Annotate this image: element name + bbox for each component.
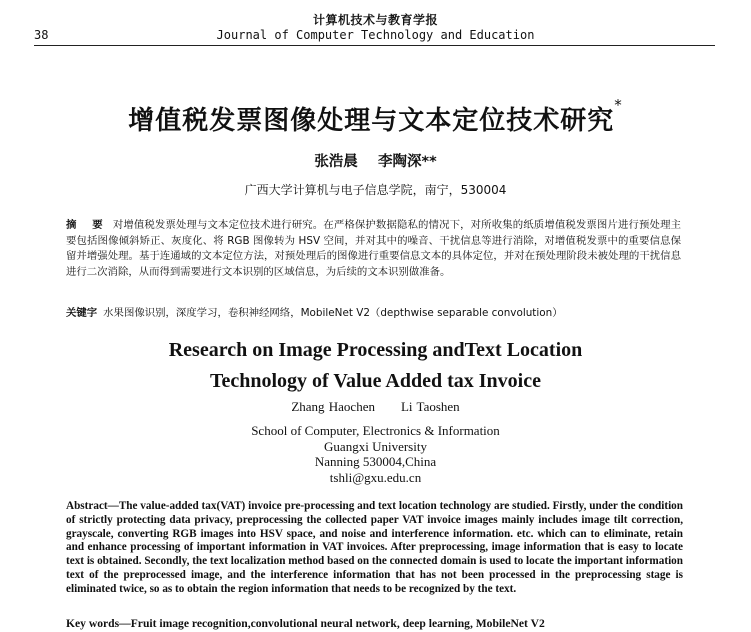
abstract-cn-label: 摘 要 xyxy=(66,219,109,231)
affiliation-en-line3: Nanning 530004,China xyxy=(314,454,437,469)
paper-title-en-line2: Technology of Value Added tax Invoice xyxy=(210,370,541,392)
author-1: Zhang Haochen xyxy=(291,399,375,414)
keywords-cn xyxy=(66,306,706,321)
authors-cn xyxy=(0,150,751,171)
authors-cn-text: 张浩晨 李陶深** xyxy=(314,154,437,170)
abstract-cn xyxy=(66,218,681,280)
author-2: Li Taoshen xyxy=(400,399,460,414)
paper-title-cn-text: 增值税发票图像处理与文本定位技术研究 xyxy=(128,106,615,136)
paper-title-en xyxy=(0,335,751,397)
page-number: 38 xyxy=(34,28,49,42)
journal-name-cn: 计算机技术与教育学报 xyxy=(312,13,438,27)
keywords-cn-text: 水果图像识别，深度学习，卷积神经网络，MobileNet V2（depthwise separable convolution） xyxy=(103,307,563,319)
affiliation-en xyxy=(0,423,751,485)
abstract-cn-text: 对增值税发票处理与文本定位技术进行研究。在严格保护数据隐私的情况下，对所收集的纸质增值税发票图片进行预处理主要包括图像倾斜矫正、灰度化、将 RGB 图像转为 HSV 空间，并对其中的噪音、干扰信息等进行消除，对增值税发票中的重要信息保留并增强处理。基于连通域的文本定位方法，对预处理后的图像进行重要信息文本的具体定位，并对在预处理阶段未被处理的干扰信息进行二次消除，从而得到需要进行文本识别的区域信息，为后续的文本识别做准备。 xyxy=(66,219,681,278)
affiliation-en-line1: School of Computer, Electronics & Information xyxy=(251,423,500,438)
title-footnote-mark: * xyxy=(614,96,623,114)
affiliation-en-line2: Guangxi University xyxy=(324,438,427,454)
abstract-en: Abstract—The value-added tax(VAT) invoice pre-processing and text location technology are studied. Firstly, under the condition of strictly protecting data privacy, preprocessing the collected paper VAT invoice images mainly includes image tilt correction, grayscale, converting RGB images into HSV space, and noise and interference information. etc. which can to eliminate, retain and enhance processing of important information in VAT invoices. After preprocessing, image information that is easy to locate text is obtained. Secondly, the text localization method based on the connected domain is used to locate the important information text of the preprocessed image, and the interference information that has not been processed in the preprocessing stage is eliminated twice, so as to obtain the region information that needs to be recognized by the text. xyxy=(66,500,683,595)
affiliation-cn: 广西大学计算机与电子信息学院，南宁，530004 xyxy=(244,183,507,197)
keywords-cn-label: 关键字 xyxy=(66,307,98,319)
author-email: tshli@gxu.edu.cn xyxy=(329,469,422,485)
paper-title-cn xyxy=(0,96,751,137)
authors-en xyxy=(0,399,751,415)
header-rule xyxy=(34,45,715,46)
paper-title-en-line1: Research on Image Processing andText Location xyxy=(168,339,583,361)
journal-name-en: Journal of Computer Technology and Education xyxy=(216,28,535,42)
keywords-en: Key words—Fruit image recognition,convolutional neural network, deep learning, MobileNet V2 xyxy=(66,617,545,630)
